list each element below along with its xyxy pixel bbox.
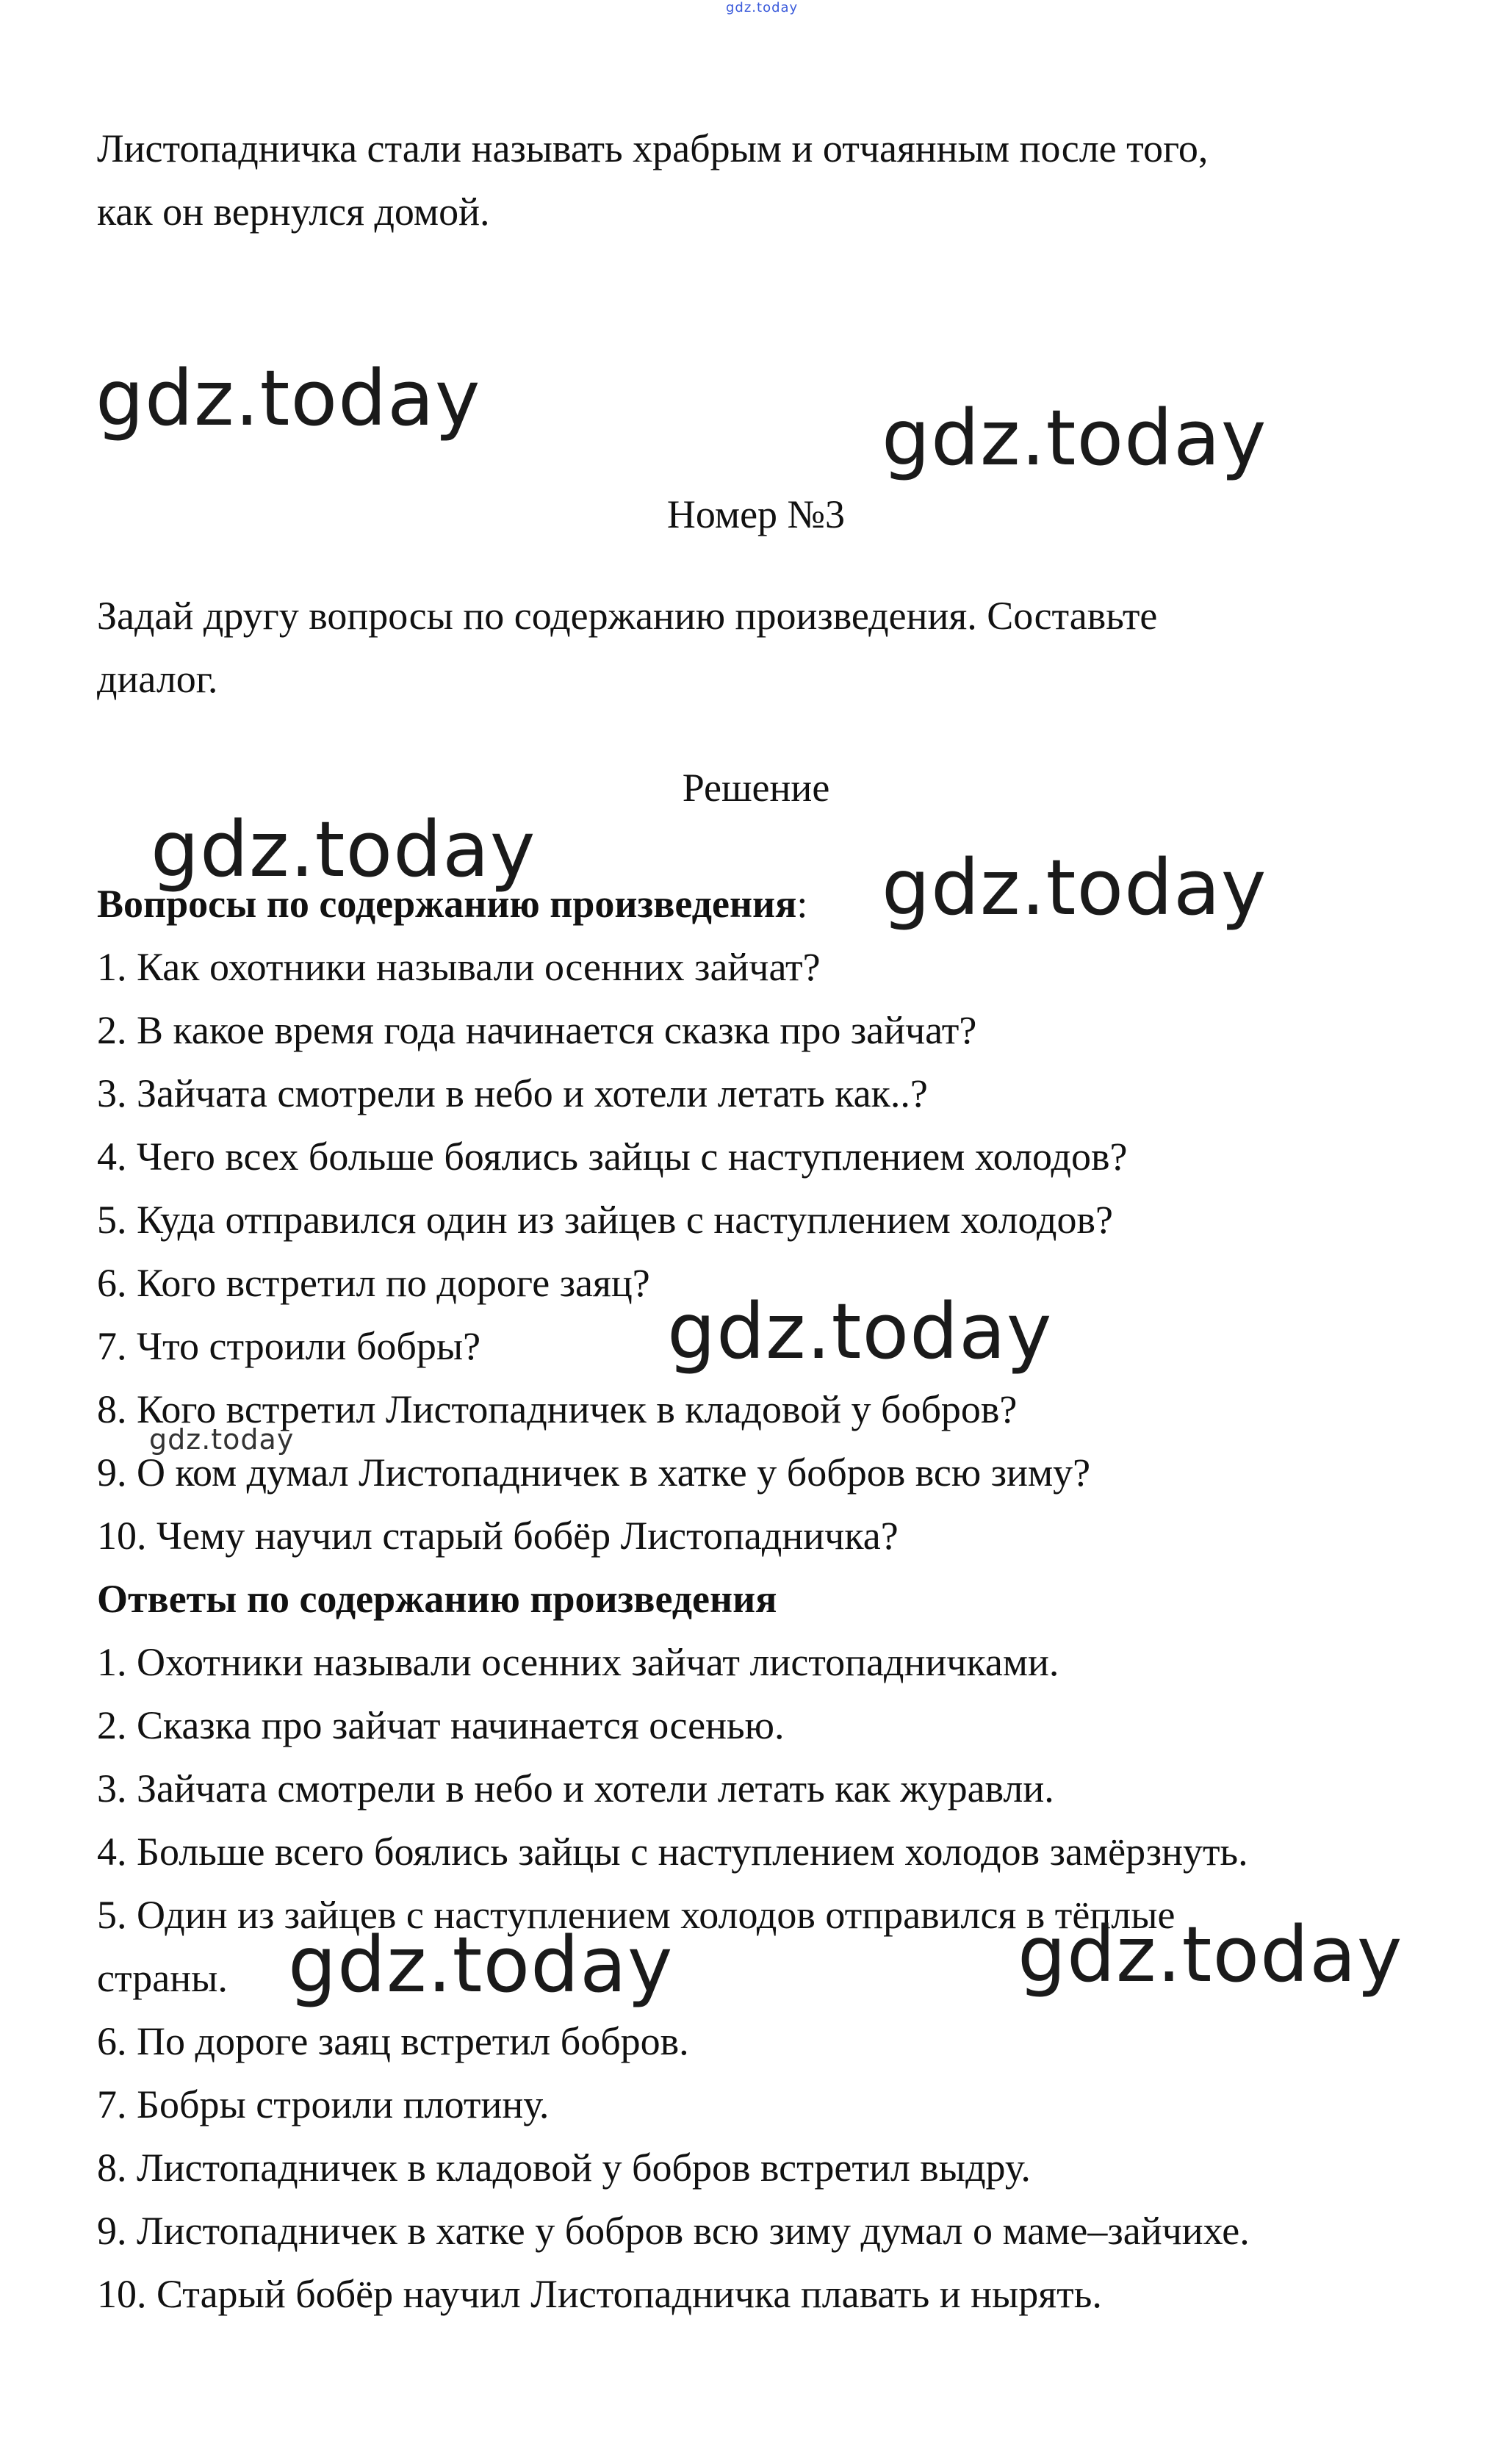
watermark-7: gdz.today bbox=[1018, 1910, 1403, 1999]
top-watermark: gdz.today bbox=[726, 0, 799, 15]
question-item: 9. О ком думал Листопадничек в хатке у бобров всю зиму? bbox=[97, 1450, 1091, 1495]
answer-item: 6. По дороге заяц встретил бобров. bbox=[97, 2019, 689, 2063]
watermark-2: gdz.today bbox=[882, 393, 1267, 483]
question-item: 8. Кого встретил Листопадничек в кладовой у бобров? bbox=[97, 1387, 1018, 1431]
question-item: 7. Что строили бобры? bbox=[97, 1324, 481, 1368]
watermark-small: gdz.today bbox=[149, 1423, 295, 1456]
answer-item: 2. Сказка про зайчат начинается осенью. bbox=[97, 1703, 785, 1747]
watermark-3: gdz.today bbox=[151, 805, 536, 894]
question-item: 2. В какое время года начинается сказка про зайчат? bbox=[97, 1008, 977, 1052]
watermark-5: gdz.today bbox=[667, 1287, 1053, 1376]
answer-item: 10. Старый бобёр научил Листопадничка плавать и нырять. bbox=[97, 2272, 1102, 2316]
watermark-6: gdz.today bbox=[288, 1920, 674, 2010]
answers-heading: Ответы по содержанию произведения bbox=[97, 1577, 777, 1621]
question-item: 4. Чего всех больше боялись зайцы с наступлением холодов? bbox=[97, 1135, 1128, 1179]
answer-item: 9. Листопадничек в хатке у бобров всю зиму думал о маме–зайчихе. bbox=[97, 2209, 1250, 2253]
question-item: 5. Куда отправился один из зайцев с наступлением холодов? bbox=[97, 1198, 1113, 1242]
answer-item: 3. Зайчата смотрели в небо и хотели летать как журавли. bbox=[97, 1766, 1054, 1811]
questions-heading-colon: : bbox=[796, 882, 808, 926]
task-number: Номер №3 bbox=[666, 492, 846, 536]
question-item: 1. Как охотники называли осенних зайчат? bbox=[97, 945, 821, 989]
questions-heading bbox=[97, 880, 807, 927]
question-item: 6. Кого встретил по дороге заяц? bbox=[97, 1261, 650, 1305]
answer-item: 7. Бобры строили плотину. bbox=[97, 2082, 550, 2126]
task-text-line-1: Задай другу вопросы по содержанию произведения. Составьте bbox=[97, 594, 1158, 638]
answer-item: 1. Охотники называли осенних зайчат листопадничками. bbox=[97, 1640, 1059, 1684]
watermark-1: gdz.today bbox=[96, 353, 481, 443]
answer-item: 5. Один из зайцев с наступлением холодов отправился в тёплые bbox=[97, 1893, 1176, 1937]
answer-item-continuation: страны. bbox=[97, 1956, 228, 2000]
solution-title: Решение bbox=[682, 766, 830, 810]
watermark-4: gdz.today bbox=[882, 843, 1267, 932]
question-item: 10. Чему научил старый бобёр Листопадничка? bbox=[97, 1514, 899, 1558]
task-text-line-2: диалог. bbox=[97, 657, 218, 701]
intro-line-1: Листопадничка стали называть храбрым и отчаянным после того, bbox=[97, 126, 1209, 170]
question-item: 3. Зайчата смотрели в небо и хотели летать как..? bbox=[97, 1071, 928, 1115]
answer-item: 8. Листопадничек в кладовой у бобров встретил выдру. bbox=[97, 2146, 1031, 2190]
questions-heading-text: Вопросы по содержанию произведения bbox=[97, 882, 797, 926]
answer-item: 4. Больше всего боялись зайцы с наступлением холодов замёрзнуть. bbox=[97, 1830, 1248, 1874]
intro-line-2: как он вернулся домой. bbox=[97, 190, 490, 234]
